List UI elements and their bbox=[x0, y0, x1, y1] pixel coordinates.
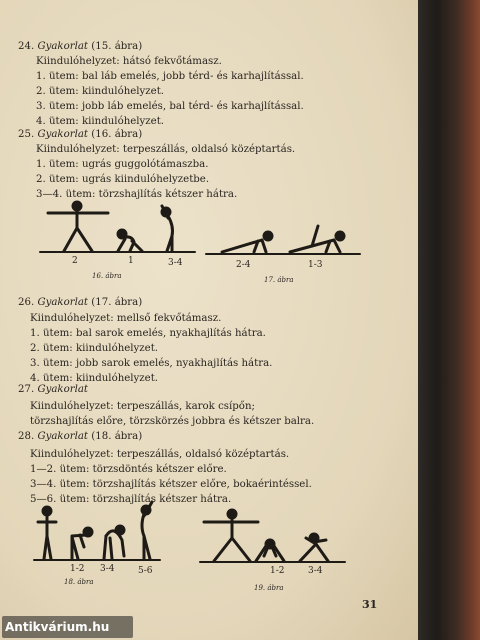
ex26-line: 1. ütem: bal sarok emelés, nyakhajlítás hátra. bbox=[30, 328, 266, 339]
ex26-line: 3. ütem: jobb sarok emelés, nyakhajlítás hátra. bbox=[30, 358, 273, 369]
fig17-label: 2-4 bbox=[236, 260, 251, 270]
ex25-title: Gyakorlat bbox=[37, 129, 89, 140]
ex26-line: Kiindulóhelyzet: mellső fekvőtámasz. bbox=[30, 313, 222, 324]
ex28-title: Gyakorlat bbox=[37, 431, 89, 442]
ex28-line: 1—2. ütem: törzsdöntés kétszer előre. bbox=[30, 464, 227, 475]
fig18-label: 5-6 bbox=[138, 566, 153, 576]
ex28-line: 5—6. ütem: törzshajlítás kétszer hátra. bbox=[30, 494, 232, 505]
fig17-caption: 17. ábra bbox=[264, 276, 294, 284]
ex24-line: 4. ütem: kiindulóhelyzet. bbox=[36, 116, 165, 127]
ex26-title: Gyakorlat bbox=[37, 297, 89, 308]
ex24-number: 24. bbox=[18, 41, 35, 52]
fig17-drawing bbox=[206, 226, 360, 254]
ex24-title: Gyakorlat bbox=[37, 41, 89, 52]
fig18-label: 1-2 bbox=[70, 564, 85, 574]
ex24-line: 1. ütem: bal láb emelés, jobb térd- és karhajlítással. bbox=[36, 71, 304, 82]
ex25-figure-ref: (16. ábra) bbox=[91, 129, 143, 140]
book-edge bbox=[418, 0, 480, 640]
page-number: 31 bbox=[362, 598, 378, 611]
ex24-line: Kiindulóhelyzet: hátsó fekvőtámasz. bbox=[36, 56, 222, 67]
ex28-number: 28. bbox=[18, 431, 35, 442]
ex27-line: törzshajlítás előre, törzskörzés jobbra és kétszer balra. bbox=[30, 416, 315, 427]
fig17-label: 1-3 bbox=[308, 260, 323, 270]
fig19-caption: 19. ábra bbox=[254, 584, 284, 592]
fig16-caption: 16. ábra bbox=[92, 272, 122, 280]
ex25-line: 2. ütem: ugrás kiindulóhelyzetbe. bbox=[36, 174, 210, 185]
ex27-title: Gyakorlat bbox=[37, 384, 89, 395]
fig19-label: 3-4 bbox=[308, 566, 323, 576]
watermark-logo: Antikvárium.hu bbox=[2, 616, 133, 638]
fig18-label: 3-4 bbox=[100, 564, 115, 574]
fig16-drawing bbox=[40, 202, 195, 252]
ex26-line: 2. ütem: kiindulóhelyzet. bbox=[30, 343, 159, 354]
ex24-line: 2. ütem: kiindulóhelyzet. bbox=[36, 86, 165, 97]
fig16-label: 1 bbox=[128, 256, 134, 266]
ex26-line: 4. ütem: kiindulóhelyzet. bbox=[30, 373, 159, 384]
fig16-label: 2 bbox=[72, 256, 78, 266]
ex27-line: Kiindulóhelyzet: terpeszállás, karok csípőn; bbox=[30, 401, 255, 412]
ex28-figure-ref: (18. ábra) bbox=[91, 431, 143, 442]
ex25-line: Kiindulóhelyzet: terpeszállás, oldalsó középtartás. bbox=[36, 144, 296, 155]
fig18-caption: 18. ábra bbox=[64, 578, 94, 586]
fig19-drawing bbox=[200, 510, 345, 562]
ex28-line: 3—4. ütem: törzshajlítás kétszer előre, bokaérintéssel. bbox=[30, 479, 312, 490]
ex26-figure-ref: (17. ábra) bbox=[91, 297, 143, 308]
fig16-label: 3-4 bbox=[168, 258, 183, 268]
ex25-line: 1. ütem: ugrás guggolótámaszba. bbox=[36, 159, 209, 170]
ex24-line: 3. ütem: jobb láb emelés, bal térd- és karhajlítással. bbox=[36, 101, 304, 112]
ex28-line: Kiindulóhelyzet: terpeszállás, oldalsó középtartás. bbox=[30, 449, 290, 460]
fig19-label: 1-2 bbox=[270, 566, 285, 576]
fig18-drawing bbox=[34, 502, 160, 560]
ex24-figure-ref: (15. ábra) bbox=[91, 41, 143, 52]
ex25-number: 25. bbox=[18, 129, 35, 140]
ex26-number: 26. bbox=[18, 297, 35, 308]
ex27-number: 27. bbox=[18, 384, 35, 395]
ex25-line: 3—4. ütem: törzshajlítás kétszer hátra. bbox=[36, 189, 238, 200]
